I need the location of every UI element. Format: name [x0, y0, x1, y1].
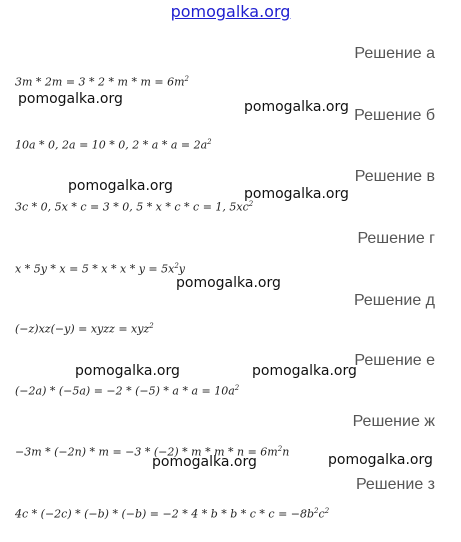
solution-formula-g: $x * 5y * x = 5 * x * x * y = 5x^2y$ — [15, 262, 186, 276]
watermark-text: pomogalka.org — [75, 363, 180, 379]
site-link[interactable]: pomogalka.org — [170, 2, 291, 21]
watermark-text: pomogalka.org — [176, 275, 281, 291]
watermark-text: pomogalka.org — [244, 99, 349, 115]
solution-heading-a: Решение а — [354, 45, 435, 62]
solution-formula-d: (−z)xz(−y) = xyzz = xyz$^2$ — [15, 322, 154, 336]
solution-formula-v: 3c * 0, 5x * c = 3 * 0, 5 * x * c * c = 1, $5xc^2$ — [15, 200, 254, 214]
solution-heading-d: Решение д — [353, 292, 435, 309]
solution-heading-z: Решение з — [355, 476, 435, 493]
solution-heading-v: Решение в — [354, 168, 435, 185]
solution-heading-zh: Решение ж — [352, 413, 435, 430]
solution-formula-zh: $-3m * (-2n) * m = -3 * (-2) * m * m * n = 6m^2n$ — [15, 445, 290, 459]
watermark-text: pomogalka.org — [18, 91, 123, 107]
solution-heading-b: Решение б — [354, 107, 435, 124]
watermark-text: pomogalka.org — [68, 178, 173, 194]
watermark-text: pomogalka.org — [244, 186, 349, 202]
solution-formula-a: $3m * 2m = 3 * 2 * m * m = 6m^2$ — [15, 75, 190, 89]
solution-formula-b: 10a * 0, 2a = 10 * 0, $2 * a * a = 2a^2$ — [15, 138, 212, 152]
solution-formula-z: $4c * (-2c) * (-b) * (-b) = -2 * 4 * b * b * c * c = -8b^2c^2$ — [15, 507, 330, 521]
watermark-text: pomogalka.org — [152, 454, 257, 470]
solution-heading-e: Решение е — [354, 352, 435, 369]
watermark-text: pomogalka.org — [328, 452, 433, 468]
watermark-text: pomogalka.org — [252, 363, 357, 379]
solution-heading-g: Решение г — [357, 230, 435, 247]
solution-formula-e: $(-2a) * (-5a) = -2 * (-5) * a * a = 10a^2$ — [15, 384, 240, 398]
